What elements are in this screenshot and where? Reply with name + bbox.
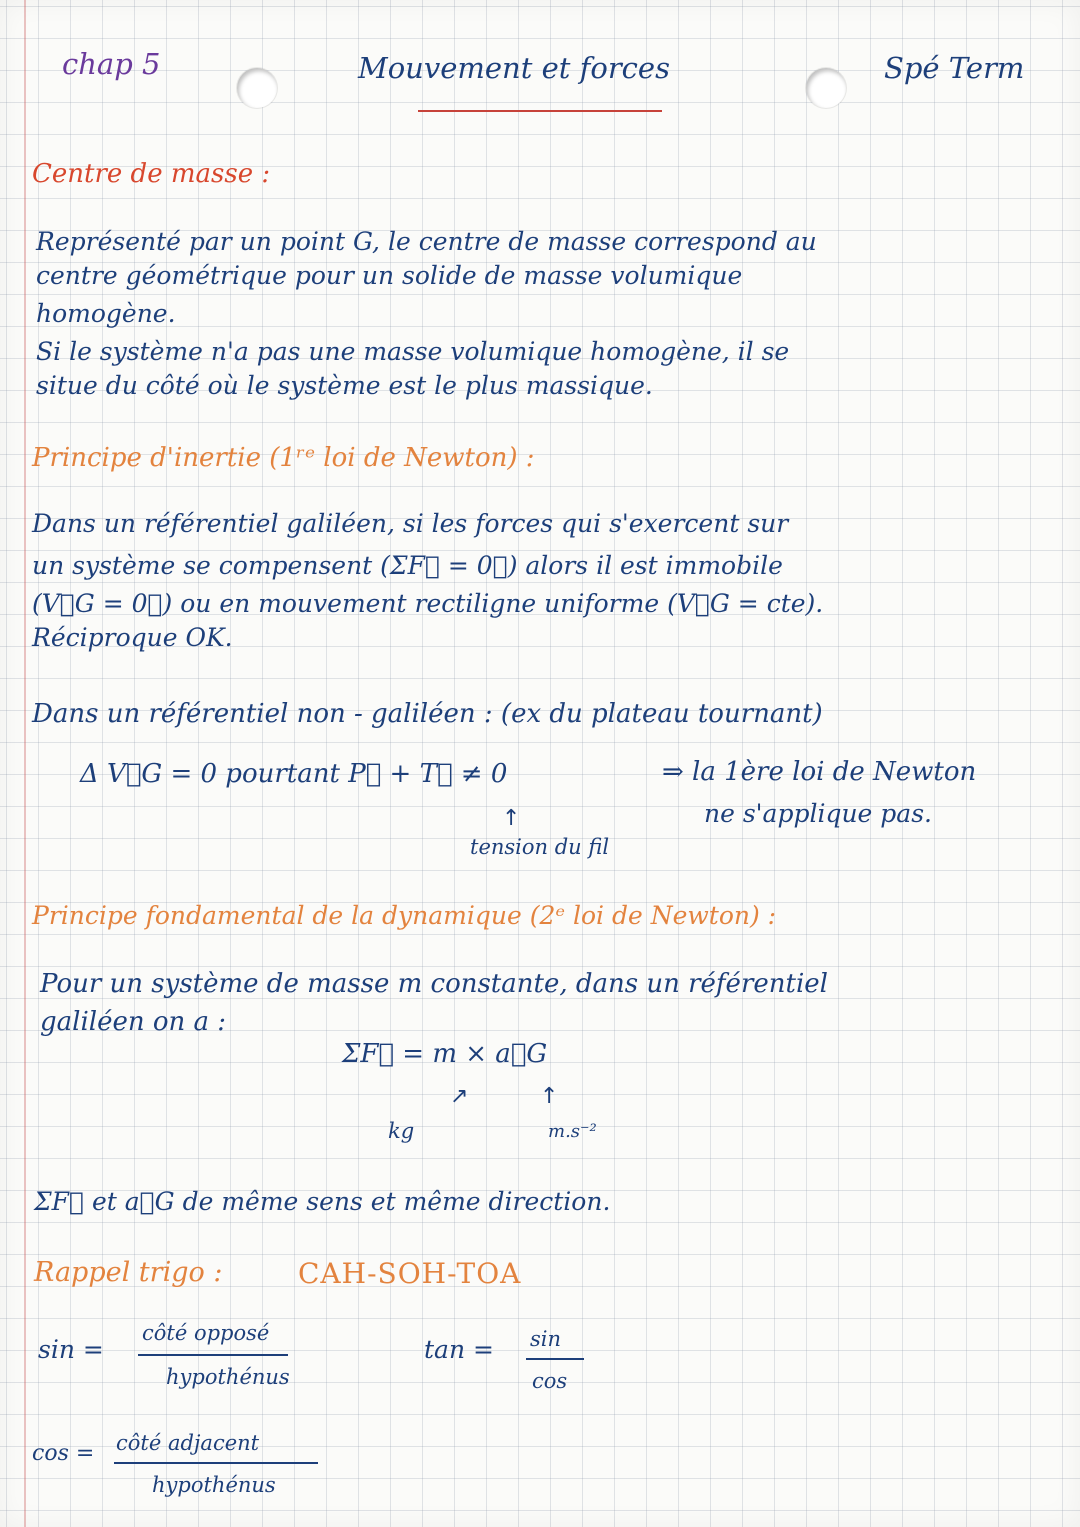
com-line-5: situe du côté où le système est le plus massique. xyxy=(36,371,653,400)
tan-label: tan = xyxy=(424,1335,494,1364)
non-galilean-implies: ⇒ la 1ère loi de Newton xyxy=(662,757,977,787)
tension-annotation: tension du fil xyxy=(470,835,610,859)
non-galilean-equation: Δ V⃗G = 0 pourtant P⃗ + T⃗ ≠ 0 xyxy=(80,759,508,789)
sin-numerator: côté opposé xyxy=(142,1321,270,1345)
cos-denominator: hypothénus xyxy=(152,1473,276,1497)
unit-acceleration: m.s⁻² xyxy=(548,1121,597,1142)
inertia-line-2: un système se compensent (ΣF⃗ = 0⃗) alors il est immobile xyxy=(32,551,783,580)
com-line-4: Si le système n'a pas une masse volumique homogène, il se xyxy=(36,337,790,366)
cos-fraction-bar xyxy=(114,1462,318,1464)
margin-line xyxy=(24,0,26,1527)
cos-label: cos = xyxy=(32,1441,95,1466)
heading-inertia: Principe d'inertie (1ʳᵉ loi de Newton) : xyxy=(32,443,535,473)
punch-hole-right xyxy=(806,68,846,108)
page-title: Mouvement et forces xyxy=(358,51,670,85)
title-underline xyxy=(418,110,662,112)
sin-fraction-bar xyxy=(138,1354,288,1356)
heading-center-of-mass: Centre de masse : xyxy=(32,159,271,189)
newton-formula: ΣF⃗ = m × a⃗G xyxy=(342,1039,548,1069)
arrow-up-icon: ↗ xyxy=(450,1084,469,1109)
tan-denominator: cos xyxy=(532,1369,568,1393)
com-line-1: Représenté par un point G, le centre de masse correspond au xyxy=(36,227,817,256)
sin-denominator: hypothénus xyxy=(166,1365,290,1389)
dynamics-line-2: galiléen on a : xyxy=(40,1007,227,1037)
dynamics-conclusion: ΣF⃗ et a⃗G de même sens et même direction. xyxy=(34,1187,611,1216)
tan-fraction-bar xyxy=(526,1358,584,1360)
cos-numerator: côté adjacent xyxy=(116,1431,260,1455)
non-galilean-intro: Dans un référentiel non - galiléen : (ex du plateau tournant) xyxy=(32,699,823,729)
level-label: Spé Term xyxy=(884,51,1025,85)
com-line-3: homogène. xyxy=(36,299,176,328)
inertia-line-4: Réciproque OK. xyxy=(32,623,233,652)
inertia-line-1: Dans un référentiel galiléen, si les forces qui s'exercent sur xyxy=(32,509,789,538)
punch-hole-left xyxy=(237,68,277,108)
sin-label: sin = xyxy=(38,1335,104,1364)
heading-trigo: Rappel trigo : xyxy=(34,1257,223,1288)
dynamics-line-1: Pour un système de masse m constante, dans un référentiel xyxy=(40,969,828,999)
inertia-line-3: (V⃗G = 0⃗) ou en mouvement rectiligne uniforme (V⃗G = cte). xyxy=(32,589,824,618)
heading-dynamics: Principe fondamental de la dynamique (2ᵉ loi de Newton) : xyxy=(32,901,777,930)
trigo-mnemonic: CAH-SOH-TOA xyxy=(298,1257,522,1290)
chapter-label: chap 5 xyxy=(62,47,161,81)
arrow-up-icon: ↑ xyxy=(540,1084,559,1109)
unit-mass: kg xyxy=(388,1119,415,1143)
tan-numerator: sin xyxy=(530,1327,562,1351)
non-galilean-implies-2: ne s'applique pas. xyxy=(704,799,932,828)
arrow-up-icon: ↑ xyxy=(502,806,521,831)
com-line-2: centre géométrique pour un solide de masse volumique xyxy=(36,261,743,290)
